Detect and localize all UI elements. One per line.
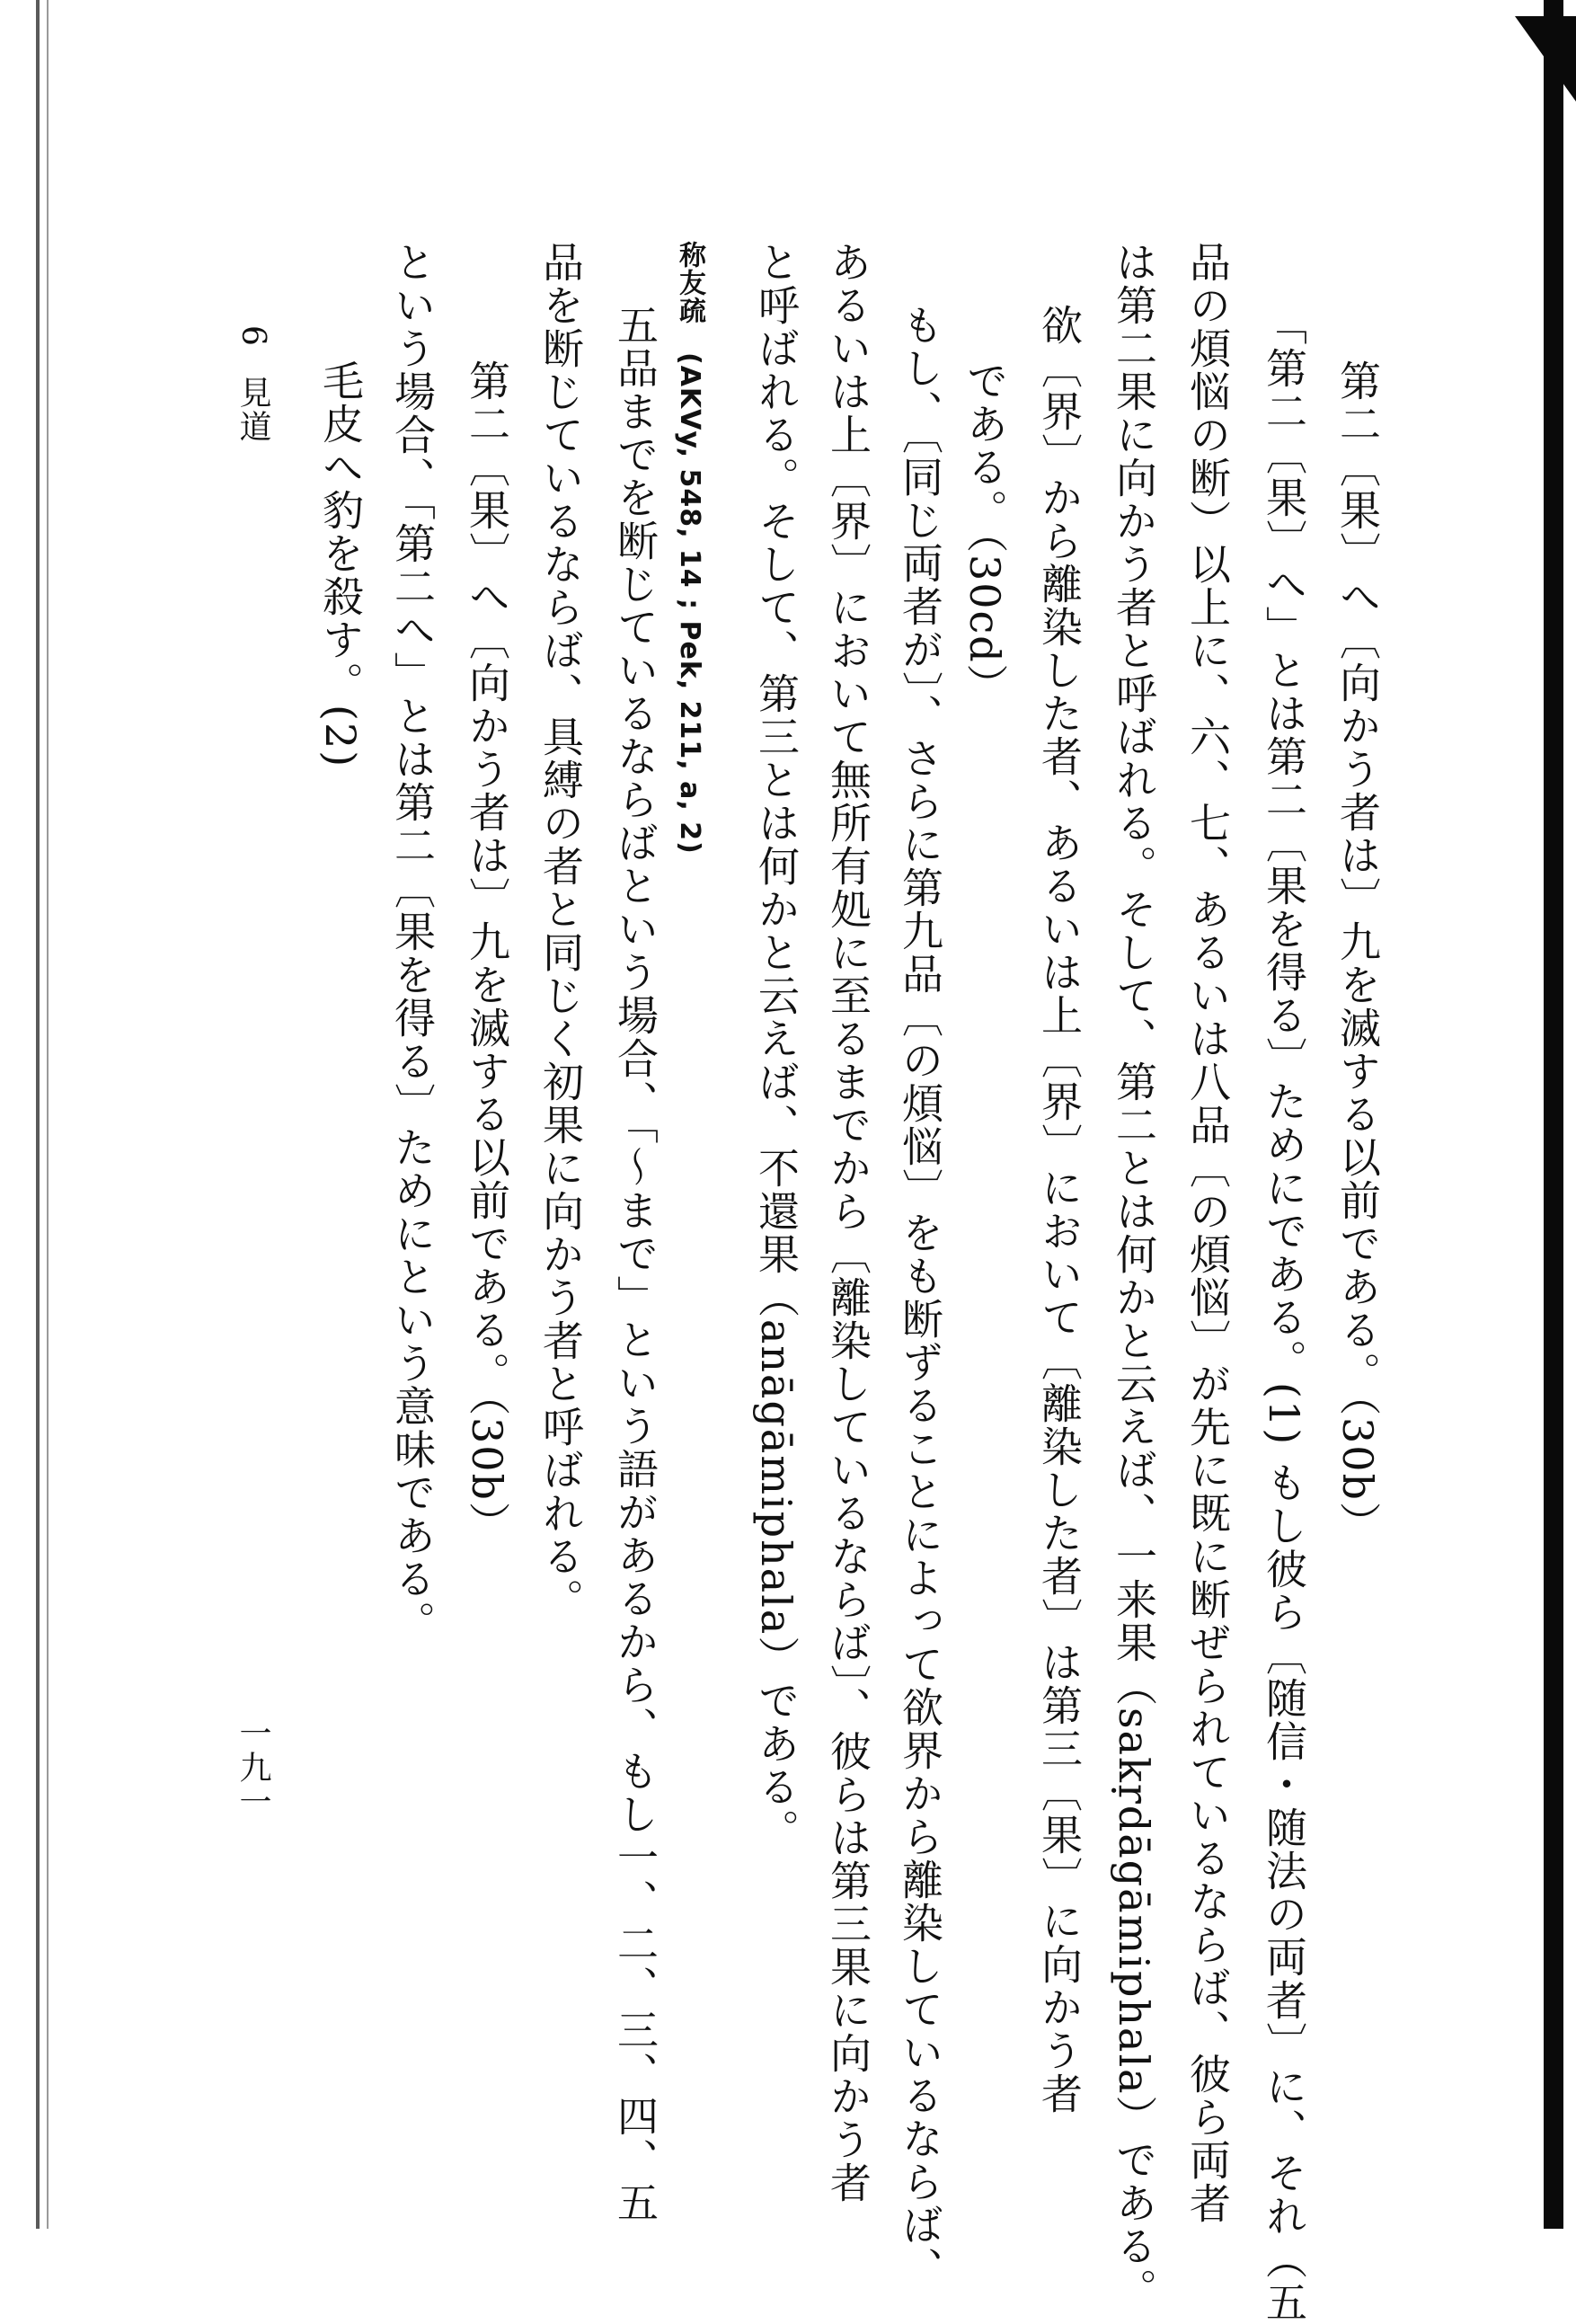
text-line-5: 欲〔界〕から離染した者、あるいは上〔界〕において〔離染した者〕は第三〔果〕に向かう者	[1035, 304, 1084, 2116]
text-line-8: あるいは上〔界〕において無所有処に至るまでから〔離染しているならば〕、彼らは第三果に向かう者	[824, 241, 872, 2204]
commentary-heading: 称友疏 (AKVy, 548, 14 ; Pek, 211, a, 2)	[674, 241, 705, 855]
chapter-number: 6	[235, 325, 271, 348]
text-line-2: 「第二〔果〕へ」とは第二〔果を得る〕ためにである。(1) もし彼ら〔随信・随法の両者〕に、それ（五	[1260, 304, 1308, 2324]
chapter-title: 見道	[235, 376, 271, 444]
text-line-13: という場合、「第二へ」とは第二〔果を得る〕ためにという意味である。	[388, 241, 437, 1644]
text-line-9: と呼ばれる。そして、第三とは何かと云えば、不還果（anāgāmiphala）である。	[752, 241, 801, 1852]
text-line-4: は第二果に向かう者と呼ばれる。そして、第二とは何かと云えば、一来果（sakṛdāgāmiphala）である。	[1110, 241, 1158, 2311]
text-line-3: 品の煩悩の断）以上に、六、七、あるいは八品〔の煩悩〕が先に既に断ぜられているならば、彼ら両者	[1183, 241, 1232, 2225]
page-number: 一九一	[235, 1716, 271, 1819]
scan-edge-left-inner	[47, 0, 49, 2229]
text-line-1: 第二〔果〕へ〔向かう者は〕九を滅する以前である。（30b）	[1333, 359, 1382, 1545]
text-line-6: である。（30cd）	[961, 359, 1009, 707]
text-line-7: もし、〔同じ両者が〕、さらに第九品〔の煩悩〕をも断ずることによって欲界から離染しているならば、	[896, 304, 944, 2290]
text-line-14: 毛皮へ豹を殺す。(2)	[316, 359, 365, 769]
text-line-11: 品を断じているならば、具縛の者と同じく初果に向かう者と呼ばれる。	[536, 241, 585, 1621]
text-line-12: 第二〔果〕へ〔向かう者は〕九を滅する以前である。（30b）	[463, 359, 511, 1545]
text-line-10: 五品までを断じているならばという場合、「〜まで」という語があるから、もし一、二、三、四、五	[611, 304, 660, 2224]
scan-edge-left	[36, 0, 40, 2229]
scan-corner-mark	[1515, 16, 1576, 102]
scan-edge-right	[1544, 0, 1563, 2229]
